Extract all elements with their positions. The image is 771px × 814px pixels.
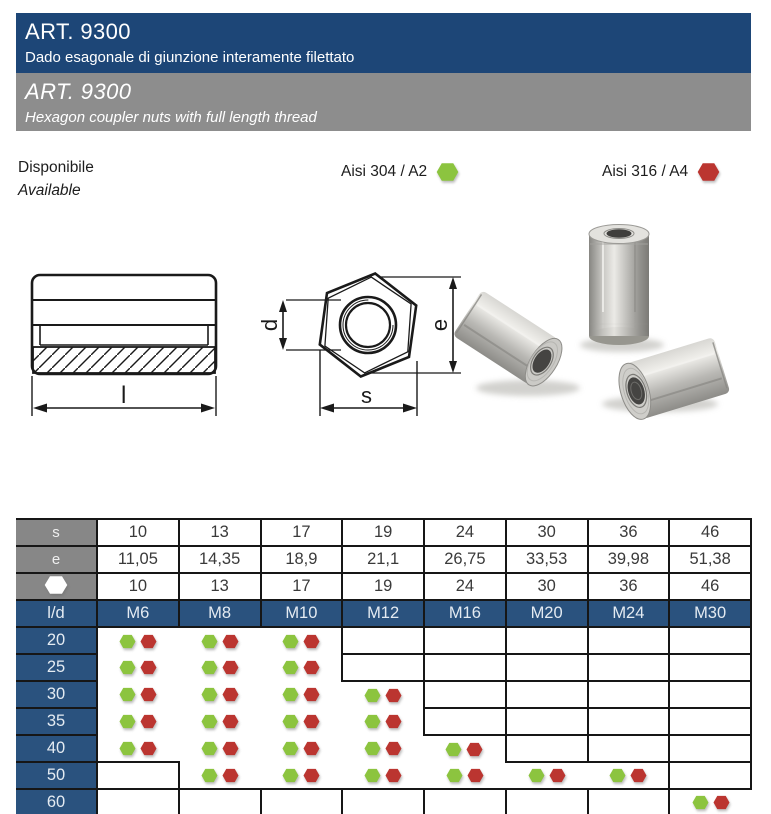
- empty-cell: [669, 735, 751, 762]
- drawing-side-view: [32, 275, 216, 416]
- hexagon-green-icon: [119, 687, 136, 702]
- aisi-304-label: Aisi 304 / A2: [341, 163, 428, 180]
- hexagon-red-icon: [303, 660, 320, 675]
- hexagon-green-icon: [201, 714, 218, 729]
- empty-cell: [342, 627, 424, 654]
- hexagon-green-icon: [364, 714, 381, 729]
- hexagon-red-icon: [140, 714, 157, 729]
- photo-nut-standing: [589, 225, 649, 346]
- hexagon-red-icon: [222, 634, 239, 649]
- header-label-e: e: [16, 546, 97, 573]
- header-value: 26,75: [424, 546, 506, 573]
- header-value: 30: [506, 519, 588, 546]
- availability-cell: [97, 681, 179, 708]
- empty-cell: [424, 789, 506, 814]
- header-value: 17: [261, 573, 343, 600]
- hexagon-green-icon: [282, 660, 299, 675]
- availability-cell: [97, 735, 179, 762]
- table-header-row-s: [16, 519, 751, 546]
- availability-cell: [342, 762, 424, 789]
- empty-cell: [588, 627, 670, 654]
- empty-cell: [506, 627, 588, 654]
- row-length-label: 35: [16, 708, 97, 735]
- empty-cell: [588, 654, 670, 681]
- availability-cell: [261, 654, 343, 681]
- hexagon-green-icon: [364, 741, 381, 756]
- header-value: 51,38: [669, 546, 751, 573]
- table-row-length-40: [16, 735, 751, 762]
- hexagon-green-icon: [201, 741, 218, 756]
- hexagon-red-icon: [385, 714, 402, 729]
- availability-cell: [179, 708, 261, 735]
- availability-cell: [261, 681, 343, 708]
- empty-cell: [588, 708, 670, 735]
- empty-cell: [506, 654, 588, 681]
- hexagon-green-icon: [282, 741, 299, 756]
- hexagon-green-icon: [528, 768, 545, 783]
- header-value: 46: [669, 573, 751, 600]
- hexagon-green-icon: [364, 768, 381, 783]
- empty-cell: [424, 627, 506, 654]
- empty-cell: [97, 762, 179, 789]
- empty-cell: [669, 627, 751, 654]
- article-description-it: Dado esagonale di giunzione interamente filettato: [25, 49, 355, 66]
- header-value: 19: [342, 573, 424, 600]
- empty-cell: [669, 708, 751, 735]
- availability-cell: [179, 735, 261, 762]
- row-length-label: 30: [16, 681, 97, 708]
- header-value: 24: [424, 519, 506, 546]
- hexagon-green-icon: [119, 634, 136, 649]
- header-value: 17: [261, 519, 343, 546]
- availability-cell: [97, 654, 179, 681]
- size-cell: M8: [179, 600, 261, 627]
- hexagon-green-icon: [201, 768, 218, 783]
- header-value: 19: [342, 519, 424, 546]
- header-value: 21,1: [342, 546, 424, 573]
- empty-cell: [424, 654, 506, 681]
- empty-cell: [424, 708, 506, 735]
- header-value: 18,9: [261, 546, 343, 573]
- size-cell: M30: [669, 600, 751, 627]
- hexagon-green-icon: [282, 714, 299, 729]
- hexagon-red-icon: [385, 688, 402, 703]
- header-value: 13: [179, 573, 261, 600]
- dimension-table-wrap: [16, 518, 752, 814]
- row-length-label: 40: [16, 735, 97, 762]
- dim-label-s: s: [361, 383, 372, 408]
- availability-cell: [261, 627, 343, 654]
- hexagon-red-icon: [303, 634, 320, 649]
- technical-drawings: [0, 212, 771, 452]
- availability-cell: [669, 789, 751, 814]
- hexagon-green-icon: [364, 688, 381, 703]
- row-length-label: 20: [16, 627, 97, 654]
- table-row-length-20: [16, 627, 751, 654]
- legend-aisi-316-a4: [602, 162, 720, 182]
- hexagon-green-icon: [119, 714, 136, 729]
- availability-cell: [424, 735, 506, 762]
- hexagon-white-icon: [44, 575, 68, 595]
- header-value: 36: [588, 573, 670, 600]
- hexagon-red-icon: [222, 768, 239, 783]
- table-size-row: [16, 600, 751, 627]
- header-value: 14,35: [179, 546, 261, 573]
- hexagon-red-icon: [303, 768, 320, 783]
- size-cell: M6: [97, 600, 179, 627]
- hexagon-red-icon: [303, 714, 320, 729]
- hexagon-green-icon: [282, 768, 299, 783]
- empty-cell: [506, 735, 588, 762]
- hexagon-red-icon: [222, 714, 239, 729]
- size-row-label: l/d: [16, 600, 97, 627]
- availability-cell: [97, 708, 179, 735]
- availability-cell: [261, 735, 343, 762]
- hexagon-green-icon: [692, 795, 709, 810]
- empty-cell: [506, 681, 588, 708]
- available-label-en: Available: [18, 182, 81, 199]
- hexagon-green-icon: [282, 634, 299, 649]
- availability-cell: [342, 708, 424, 735]
- dim-label-d: d: [257, 318, 282, 332]
- hexagon-red-icon: [140, 687, 157, 702]
- size-cell: M10: [261, 600, 343, 627]
- table-row-length-25: [16, 654, 751, 681]
- header-value: 36: [588, 519, 670, 546]
- hexagon-green-icon: [445, 742, 462, 757]
- empty-cell: [669, 654, 751, 681]
- header-band-english: [16, 73, 751, 131]
- hexagon-green-icon: [201, 687, 218, 702]
- header-value: 30: [506, 573, 588, 600]
- legend-aisi-304-a2: [341, 162, 459, 182]
- header-value: 13: [179, 519, 261, 546]
- header-value: 24: [424, 573, 506, 600]
- availability-cell: [179, 762, 261, 789]
- hexagon-red-icon: [467, 768, 484, 783]
- available-label-it: Disponibile: [18, 159, 94, 176]
- empty-cell: [424, 681, 506, 708]
- hexagon-green-icon: [201, 660, 218, 675]
- availability-cell: [179, 627, 261, 654]
- availability-cell: [179, 681, 261, 708]
- header-label-af: [16, 573, 97, 600]
- availability-cell: [424, 762, 506, 789]
- article-number-en: ART. 9300: [25, 79, 132, 104]
- table-header-row-e: [16, 546, 751, 573]
- header-value: 46: [669, 519, 751, 546]
- dimension-table: [16, 518, 752, 814]
- hexagon-red-icon: [697, 162, 720, 182]
- hexagon-red-icon: [385, 741, 402, 756]
- hexagon-red-icon: [630, 768, 647, 783]
- empty-cell: [588, 789, 670, 814]
- header-band-italian: [16, 13, 751, 73]
- row-length-label: 25: [16, 654, 97, 681]
- hexagon-red-icon: [466, 742, 483, 757]
- header-label-s: s: [16, 519, 97, 546]
- empty-cell: [342, 789, 424, 814]
- empty-cell: [588, 681, 670, 708]
- dim-label-e: e: [427, 318, 452, 332]
- size-cell: M20: [506, 600, 588, 627]
- size-cell: M24: [588, 600, 670, 627]
- availability-label: [18, 156, 94, 202]
- table-row-length-60: [16, 789, 751, 814]
- product-photo: [453, 225, 731, 424]
- photo-nut-left: [453, 290, 570, 392]
- hexagon-red-icon: [385, 768, 402, 783]
- table-row-length-30: [16, 681, 751, 708]
- empty-cell: [261, 789, 343, 814]
- hexagon-red-icon: [140, 741, 157, 756]
- header-value: 10: [97, 573, 179, 600]
- availability-cell: [97, 627, 179, 654]
- hexagon-green-icon: [201, 634, 218, 649]
- empty-cell: [588, 735, 670, 762]
- empty-cell: [97, 789, 179, 814]
- empty-cell: [342, 654, 424, 681]
- empty-cell: [179, 789, 261, 814]
- hexagon-red-icon: [222, 687, 239, 702]
- empty-cell: [669, 762, 751, 789]
- hexagon-red-icon: [222, 741, 239, 756]
- row-length-label: 60: [16, 789, 97, 814]
- drawing-hex-view: [257, 274, 461, 417]
- hexagon-red-icon: [303, 687, 320, 702]
- hexagon-red-icon: [549, 768, 566, 783]
- empty-cell: [506, 789, 588, 814]
- hexagon-red-icon: [713, 795, 730, 810]
- header-value: 39,98: [588, 546, 670, 573]
- header-value: 11,05: [97, 546, 179, 573]
- hexagon-green-icon: [436, 162, 459, 182]
- hexagon-green-icon: [119, 741, 136, 756]
- availability-cell: [261, 762, 343, 789]
- table-row-length-35: [16, 708, 751, 735]
- availability-cell: [342, 681, 424, 708]
- hexagon-red-icon: [140, 660, 157, 675]
- header-value: 33,53: [506, 546, 588, 573]
- hexagon-green-icon: [119, 660, 136, 675]
- row-length-label: 50: [16, 762, 97, 789]
- availability-cell: [261, 708, 343, 735]
- aisi-316-label: Aisi 316 / A4: [602, 163, 689, 180]
- hexagon-red-icon: [303, 741, 320, 756]
- availability-cell: [342, 735, 424, 762]
- article-description-en: Hexagon coupler nuts with full length thread: [25, 109, 317, 126]
- article-number-it: ART. 9300: [25, 19, 131, 44]
- empty-cell: [506, 708, 588, 735]
- availability-cell: [588, 762, 670, 789]
- size-cell: M12: [342, 600, 424, 627]
- hexagon-green-icon: [609, 768, 626, 783]
- availability-cell: [179, 654, 261, 681]
- empty-cell: [669, 681, 751, 708]
- dim-label-l: l: [121, 382, 127, 409]
- table-header-row-af: [16, 573, 751, 600]
- size-cell: M16: [424, 600, 506, 627]
- hexagon-red-icon: [140, 634, 157, 649]
- header-value: 10: [97, 519, 179, 546]
- hexagon-green-icon: [446, 768, 463, 783]
- availability-cell: [506, 762, 588, 789]
- table-row-length-50: [16, 762, 751, 789]
- hexagon-red-icon: [222, 660, 239, 675]
- hexagon-green-icon: [282, 687, 299, 702]
